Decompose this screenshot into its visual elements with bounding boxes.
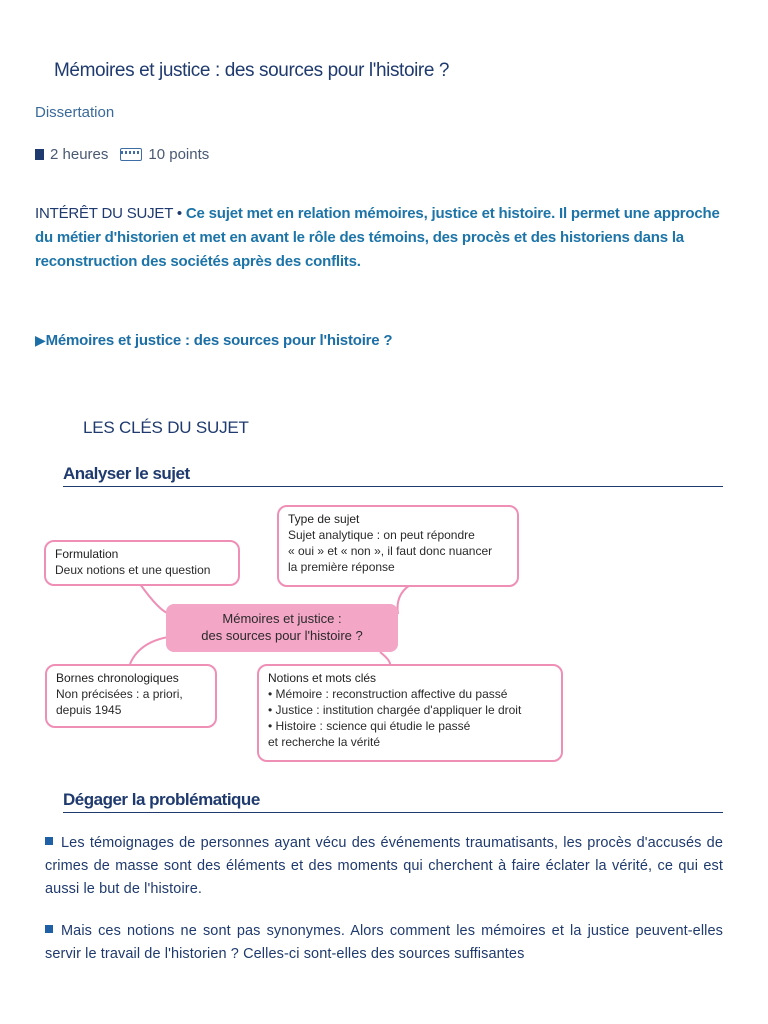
bornes-line: depuis 1945 xyxy=(56,703,122,717)
subject-link-text: Mémoires et justice : des sources pour l'histoire ? xyxy=(45,332,393,349)
cles-heading: LES CLÉS DU SUJET xyxy=(83,418,249,437)
square-bullet-icon xyxy=(45,837,53,845)
square-bullet-icon xyxy=(45,925,53,933)
mindmap-center xyxy=(166,604,398,652)
connector-notions xyxy=(380,652,390,664)
formulation-box xyxy=(44,540,240,586)
section-analyser: Analyser le sujet xyxy=(63,464,723,487)
notions-line: • Histoire : science qui étudie le passé xyxy=(268,719,471,733)
type-sujet-line: la première réponse xyxy=(288,560,395,574)
type-sujet-box xyxy=(277,505,519,587)
notions-line: • Mémoire : reconstruction affective du passé xyxy=(268,687,508,701)
problematique-paragraph xyxy=(45,832,723,901)
notions-line: • Justice : institution chargée d'appliquer le droit xyxy=(268,703,522,717)
paragraph-text: Mais ces notions ne sont pas synonymes. Alors comment les mémoires et la justice peuvent-elles servir le travail de l'historien ? Celles-ci sont-elles des sources suffisantes xyxy=(45,923,723,962)
points: 10 points xyxy=(148,146,210,163)
problematique-paragraph xyxy=(45,920,723,966)
bornes-box xyxy=(45,664,217,728)
notions-line: et recherche la vérité xyxy=(268,735,381,749)
notions-box xyxy=(257,664,563,762)
page-title: Mémoires et justice : des sources pour l'histoire ? xyxy=(54,60,450,81)
center-line: Mémoires et justice : xyxy=(222,611,342,626)
center-line: des sources pour l'histoire ? xyxy=(201,628,363,643)
type-sujet-line: « oui » et « non », il faut donc nuancer xyxy=(288,544,493,558)
subtitle: Dissertation xyxy=(35,104,115,121)
type-sujet-line: Sujet analytique : on peut répondre xyxy=(288,528,475,542)
type-sujet-title: Type de sujet xyxy=(288,512,360,526)
paragraph-text: Les témoignages de personnes ayant vécu des événements traumatisants, les procès d'accusés de crimes de masse sont des éléments et des moments qui cherchent à faire éclater la vérité, ce qui est aussi le but de l'histoire. xyxy=(45,835,723,897)
notions-title: Notions et mots clés xyxy=(268,671,377,685)
interet-text: Ce sujet met en relation mémoires, justice et histoire. Il permet une approche du métier d'historien et met en avant le rôle des témoins, des procès et des historiens dans la reconstruction des sociétés après des conflits. xyxy=(35,205,720,270)
interet-lead: INTÉRÊT DU SUJET • xyxy=(35,205,182,222)
section-degager: Dégager la problématique xyxy=(63,790,723,813)
duration: 2 heures xyxy=(50,146,109,163)
bornes-title: Bornes chronologiques xyxy=(56,671,179,685)
connector-type xyxy=(398,585,411,614)
play-arrow-icon: ▶ xyxy=(35,332,46,348)
formulation-line: Deux notions et une question xyxy=(55,563,211,577)
bornes-line: Non précisées : a priori, xyxy=(56,687,183,701)
formulation-title: Formulation xyxy=(55,547,119,561)
